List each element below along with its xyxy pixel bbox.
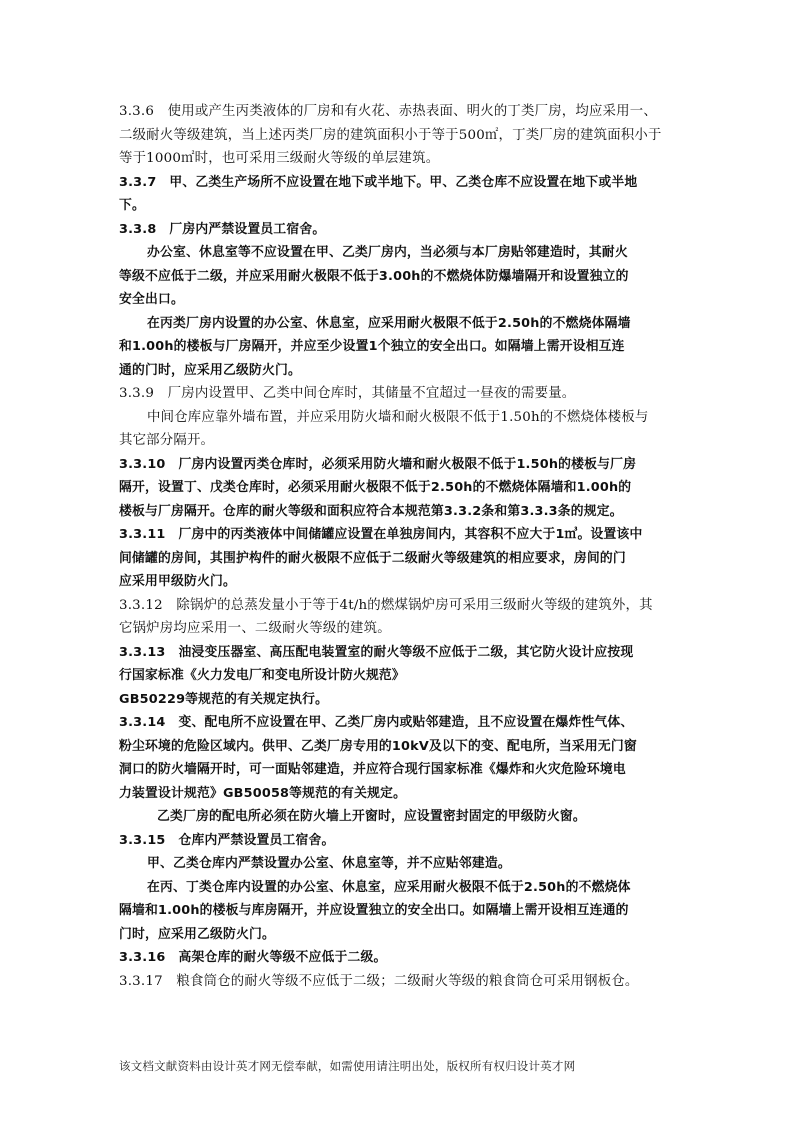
text-line: 3.3.6 使用或产生丙类液体的厂房和有火花、赤热表面、明火的丁类厂房，均应采用一、 xyxy=(119,104,657,119)
text-line: GB50229等规范的有关规定执行。 xyxy=(119,691,329,707)
text-line: 间储罐的房间，其围护构件的耐火极限不应低于二级耐火等级建筑的相应要求，房间的门 xyxy=(119,550,626,566)
text-line: 下。 xyxy=(119,198,145,213)
text-line: 3.3.12 除锅炉的总蒸发量小于等于4t/h的燃煤锅炉房可采用三级耐火等级的建筑外，其 xyxy=(119,597,653,613)
text-line: 隔开，设置丁、戊类仓库时，必须采用耐火极限不低于2.50h的不燃烧体隔墙和1.00h的 xyxy=(119,480,632,495)
text-line: 3.3.15 仓库内严禁设置员工宿舍。 xyxy=(119,832,335,848)
text-line: 楼板与厂房隔开。仓库的耐火等级和面积应符合本规范第3.3.2条和第3.3.3条的规定。 xyxy=(119,503,623,519)
text-line: 3.3.11 厂房中的丙类液体中间储罐应设置在单独房间内，其容积不应大于1㎥。设置该中 xyxy=(119,527,643,542)
text-line: 3.3.8 厂房内严禁设置员工宿舍。 xyxy=(119,221,326,237)
text-line: 应采用甲级防火门。 xyxy=(119,574,236,589)
text-line: 3.3.16 高架仓库的耐火等级不应低于二级。 xyxy=(119,950,387,965)
text-line: 力装置设计规范》GB50058等规范的有关规定。 xyxy=(119,785,407,801)
text-line: 行国家标准《火力发电厂和变电所设计防火规范》 xyxy=(119,668,405,683)
text-line: 3.3.9 厂房内设置甲、乙类中间仓库时，其储量不宜超过一昼夜的需要量。 xyxy=(119,386,576,401)
text-line: 隔墙和1.00h的楼板与库房隔开，并应设置独立的安全出口。如隔墙上需开设相互连通的 xyxy=(119,903,629,918)
text-line: 其它部分隔开。 xyxy=(119,433,215,448)
text-line: 在丙类厂房内设置的办公室、休息室，应采用耐火极限不低于2.50h的不燃烧体隔墙 xyxy=(147,315,631,331)
text-line: 3.3.7 甲、乙类生产场所不应设置在地下或半地下。甲、乙类仓库不应设置在地下或半地 xyxy=(119,174,638,190)
text-line: 3.3.17 粮食筒仓的耐火等级不应低于二级；二级耐火等级的粮食筒仓可采用钢板仓。 xyxy=(119,973,639,989)
page-footer: 该文档文献资料由设计英才网无偿奉献，如需使用请注明出处，版权所有权归设计英才网 xyxy=(119,1059,576,1073)
text-line: 二级耐火等级建筑，当上述丙类厂房的建筑面积小于等于500㎡，丁类厂房的建筑面积小于 xyxy=(119,127,662,143)
text-line: 办公室、休息室等不应设置在甲、乙类厂房内，当必须与本厂房贴邻建造时，其耐火 xyxy=(147,245,628,260)
text-line: 通的门时，应采用乙级防火门。 xyxy=(119,362,301,378)
text-line: 它锅炉房均应采用一、二级耐火等级的建筑。 xyxy=(119,621,391,636)
text-line: 乙类厂房的配电所必须在防火墙上开窗时，应设置密封固定的甲级防火窗。 xyxy=(157,809,586,824)
text-line: 3.3.14 变、配电所不应设置在甲、乙类厂房内或贴邻建造，且不应设置在爆炸性气体、 xyxy=(119,715,634,730)
text-line: 等级不应低于二级，并应采用耐火极限不低于3.00h的不燃烧体防爆墙隔开和设置独立的 xyxy=(119,268,629,284)
text-line: 洞口的防火墙隔开时，可一面贴邻建造，并应符合现行国家标准《爆炸和火灾危险环境电 xyxy=(119,762,626,777)
text-line: 门时，应采用乙级防火门。 xyxy=(119,926,275,942)
text-line: 安全出口。 xyxy=(119,292,184,307)
text-line: 甲、乙类仓库内严禁设置办公室、休息室等，并不应贴邻建造。 xyxy=(147,856,511,871)
text-line: 在丙、丁类仓库内设置的办公室、休息室，应采用耐火极限不低于2.50h的不燃烧体 xyxy=(147,879,631,895)
text-line: 粉尘环境的危险区域内。供甲、乙类厂房专用的10kV及以下的变、配电所，当采用无门窗 xyxy=(119,738,637,754)
text-line: 中间仓库应靠外墙布置，并应采用防火墙和耐火极限不低于1.50h的不燃烧体楼板与 xyxy=(147,409,649,425)
document-body xyxy=(119,100,679,993)
text-line: 等于1000㎡时，也可采用三级耐火等级的单层建筑。 xyxy=(119,151,440,166)
text-line: 3.3.13 油浸变压器室、高压配电装置室的耐火等级不应低于二级，其它防火设计应按现 xyxy=(119,644,634,660)
text-line: 3.3.10 厂房内设置丙类仓库时，必须采用防火墙和耐火极限不低于1.50h的楼板与厂房 xyxy=(119,456,637,472)
text-line: 和1.00h的楼板与厂房隔开，并应至少设置1个独立的安全出口。如隔墙上需开设相互连 xyxy=(119,339,625,354)
